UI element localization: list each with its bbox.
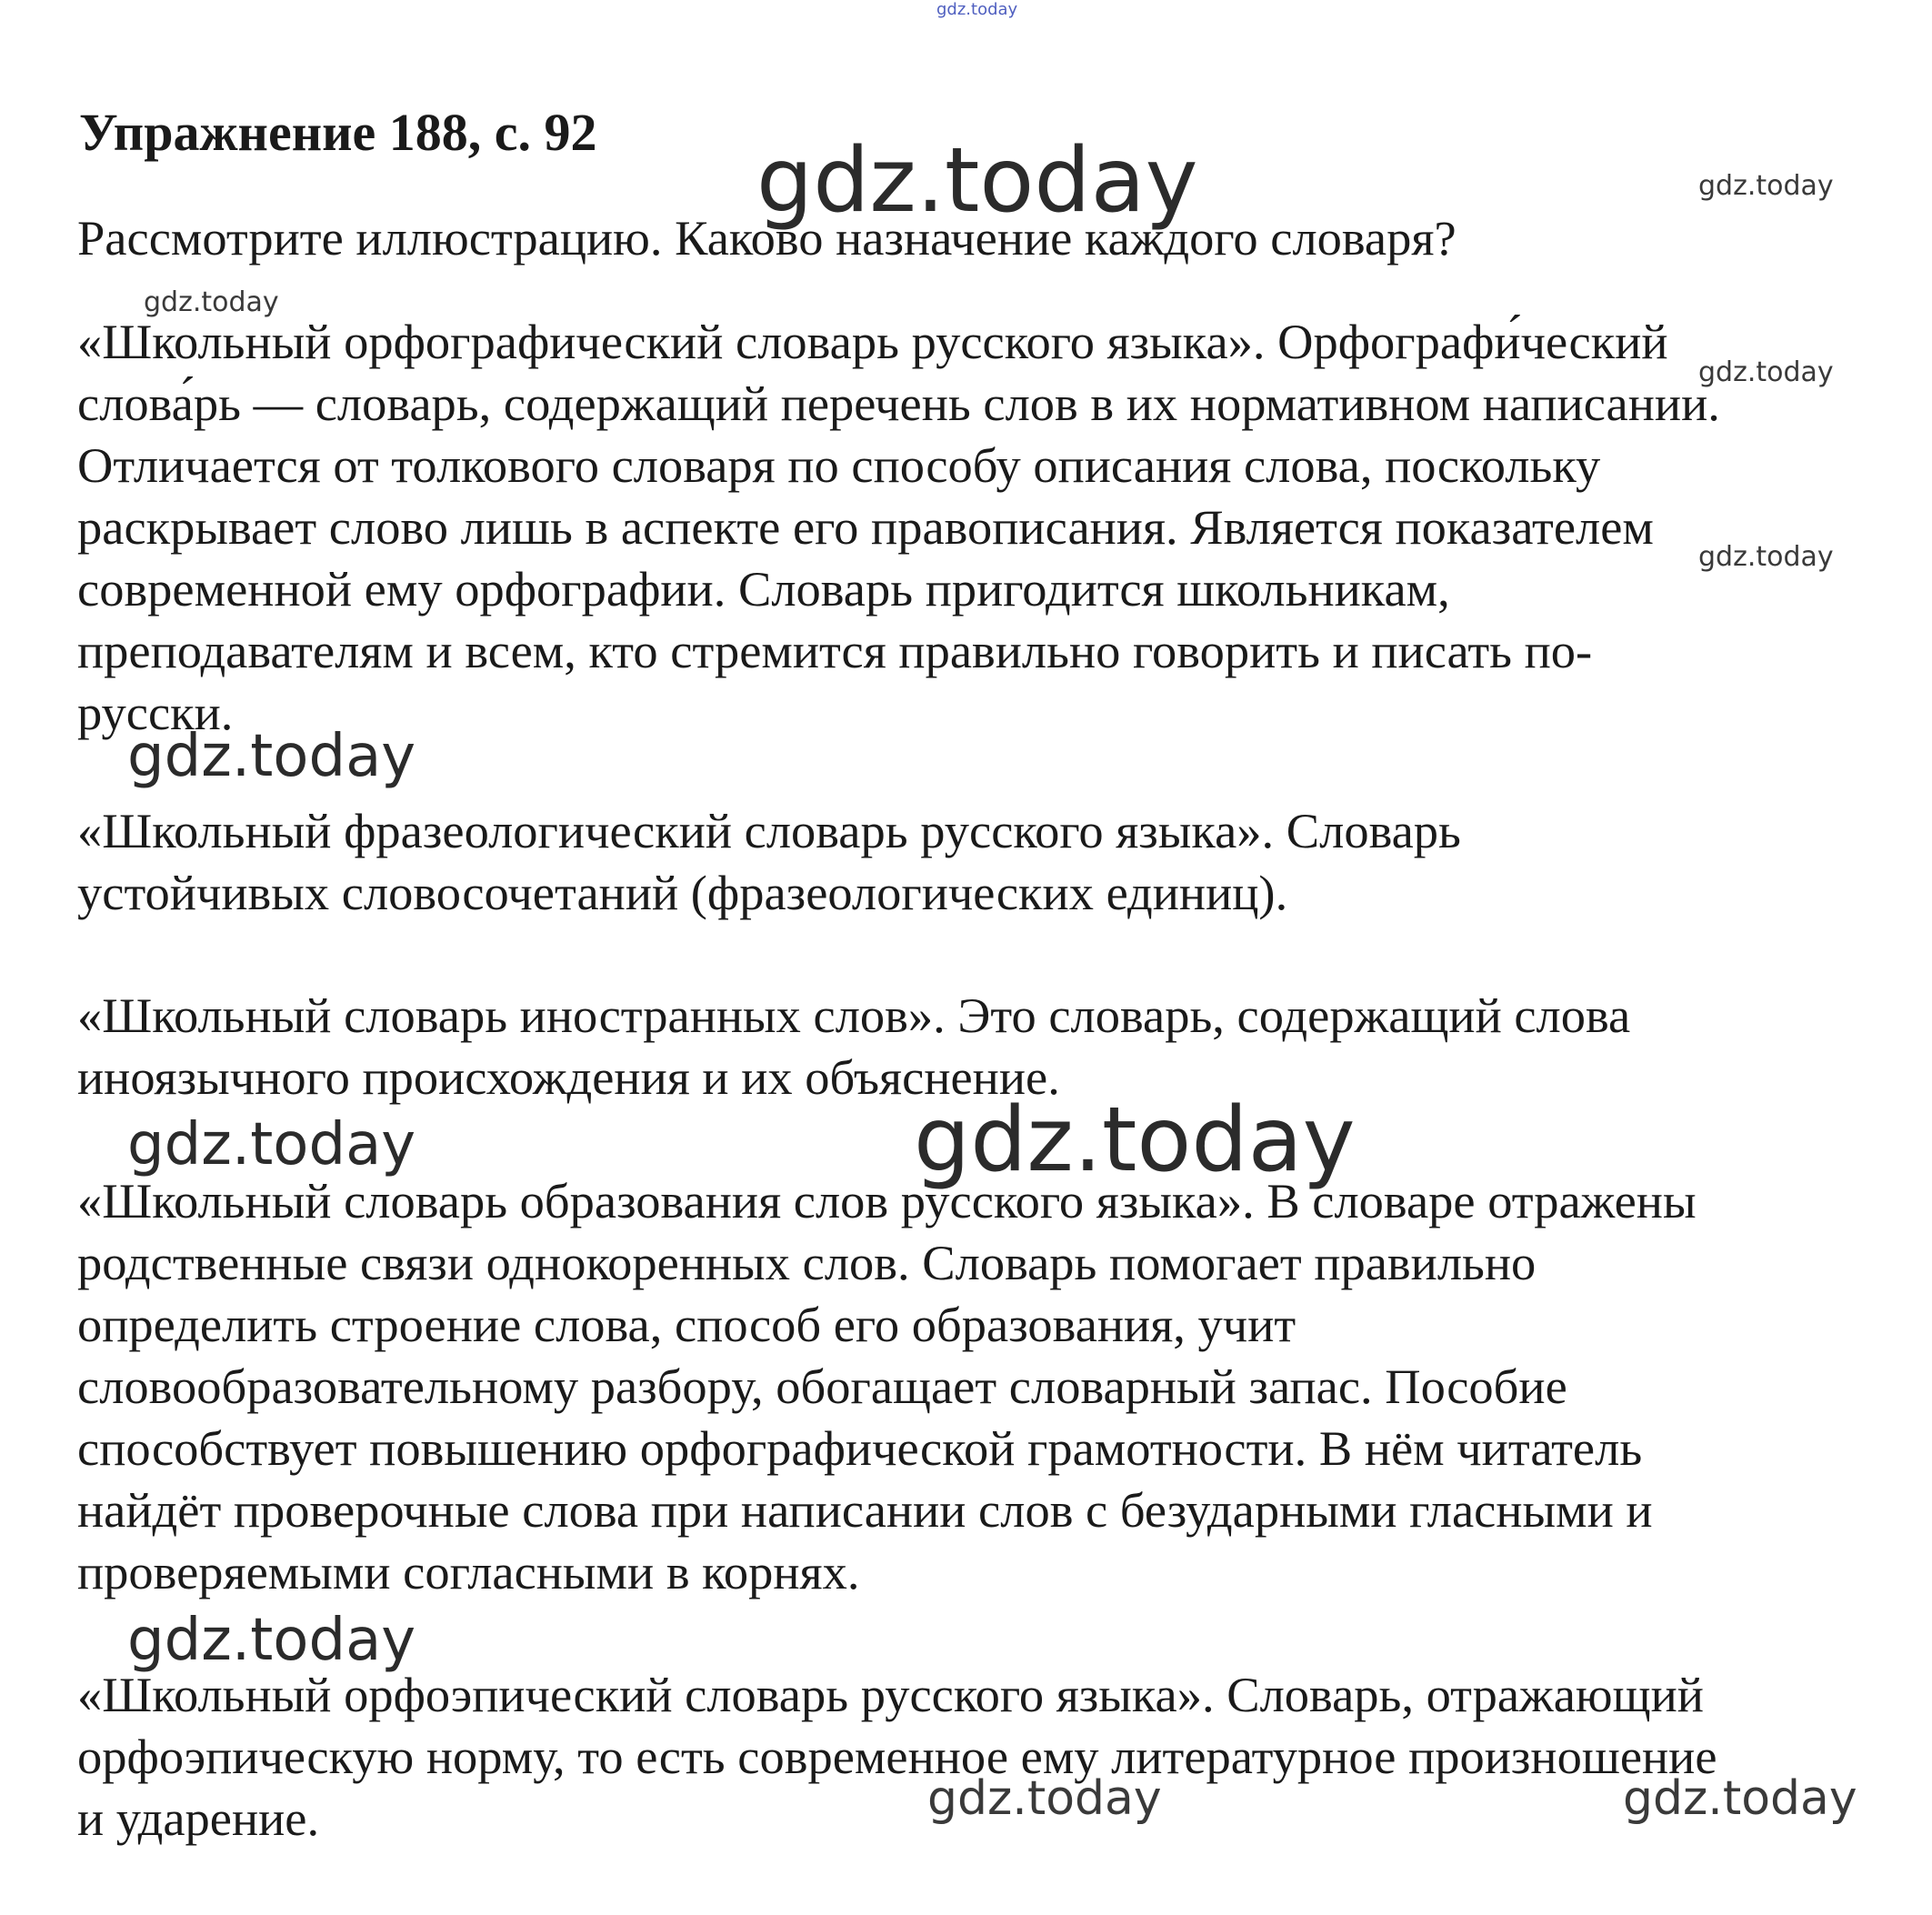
text-line: «Школьный орфоэпический словарь русского языка». Словарь, отражающий [77, 1667, 1704, 1722]
text-line: определить строение слова, способ его образования, учит [77, 1297, 1296, 1352]
text-line: иноязычного происхождения и их объяснение. [77, 1049, 1060, 1105]
text-line: устойчивых словосочетаний (фразеологических единиц). [77, 865, 1288, 920]
watermark-small-1: gdz.today [1698, 170, 1834, 202]
watermark-medium-5: gdz.today [1623, 1771, 1857, 1826]
paragraph-orthographic-dictionary [77, 311, 1887, 744]
exercise-title: Упражнение 188, с. 92 [79, 103, 597, 162]
text-line: «Школьный орфографический словарь русского языка». Орфографи́ческий [77, 314, 1668, 369]
watermark-medium-4: gdz.today [927, 1771, 1162, 1826]
text-line: проверяемыми согласными в корнях. [77, 1544, 860, 1599]
watermark-small-3: gdz.today [1698, 356, 1834, 388]
watermark-top: gdz.today [936, 0, 1018, 19]
paragraph-word-formation-dictionary [77, 1170, 1887, 1603]
text-line: Отличается от толкового словаря по способу описания слова, поскольку [77, 437, 1601, 493]
text-line: слова́рь — словарь, содержащий перечень слов в их нормативном написании. [77, 376, 1720, 431]
text-line: современной ему орфографии. Словарь пригодится школьникам, [77, 561, 1450, 617]
text-line: родственные связи однокоренных слов. Словарь помогает правильно [77, 1235, 1537, 1290]
watermark-large-1: gdz.today [756, 129, 1198, 233]
paragraph-phraseological-dictionary [77, 800, 1887, 924]
text-line: русски. [77, 685, 234, 740]
paragraph-foreign-words-dictionary [77, 985, 1887, 1108]
text-line: способствует повышению орфографической грамотности. В нём читатель [77, 1420, 1643, 1476]
text-line: «Школьный словарь образования слов русского языка». В словаре отражены [77, 1173, 1697, 1228]
text-line: и ударение. [77, 1790, 320, 1846]
text-line: «Школьный фразеологический словарь русского языка». Словарь [77, 803, 1461, 858]
text-line: словообразовательному разбору, обогащает словарный запас. Пособие [77, 1359, 1567, 1414]
text-line: найдёт проверочные слова при написании слов с безударными гласными и [77, 1482, 1653, 1538]
text-line: орфоэпическую норму, то есть современное ему литературное произношение [77, 1729, 1717, 1784]
watermark-large-2: gdz.today [914, 1088, 1356, 1192]
text-line: раскрывает слово лишь в аспекте его правописания. Является показателем [77, 499, 1654, 555]
paragraph-orthoepic-dictionary [77, 1664, 1887, 1850]
watermark-medium-3: gdz.today [127, 1607, 416, 1674]
text-line: преподавателям и всем, кто стремится правильно говорить и писать по- [77, 623, 1593, 678]
text-line: «Школьный словарь иностранных слов». Это словарь, содержащий слова [77, 988, 1631, 1043]
watermark-medium-1: gdz.today [127, 723, 416, 790]
watermark-small-2: gdz.today [144, 286, 279, 318]
exercise-question: Рассмотрите иллюстрацию. Каково назначение каждого словаря? [77, 210, 1457, 266]
watermark-small-4: gdz.today [1698, 541, 1834, 573]
watermark-medium-2: gdz.today [127, 1111, 416, 1178]
